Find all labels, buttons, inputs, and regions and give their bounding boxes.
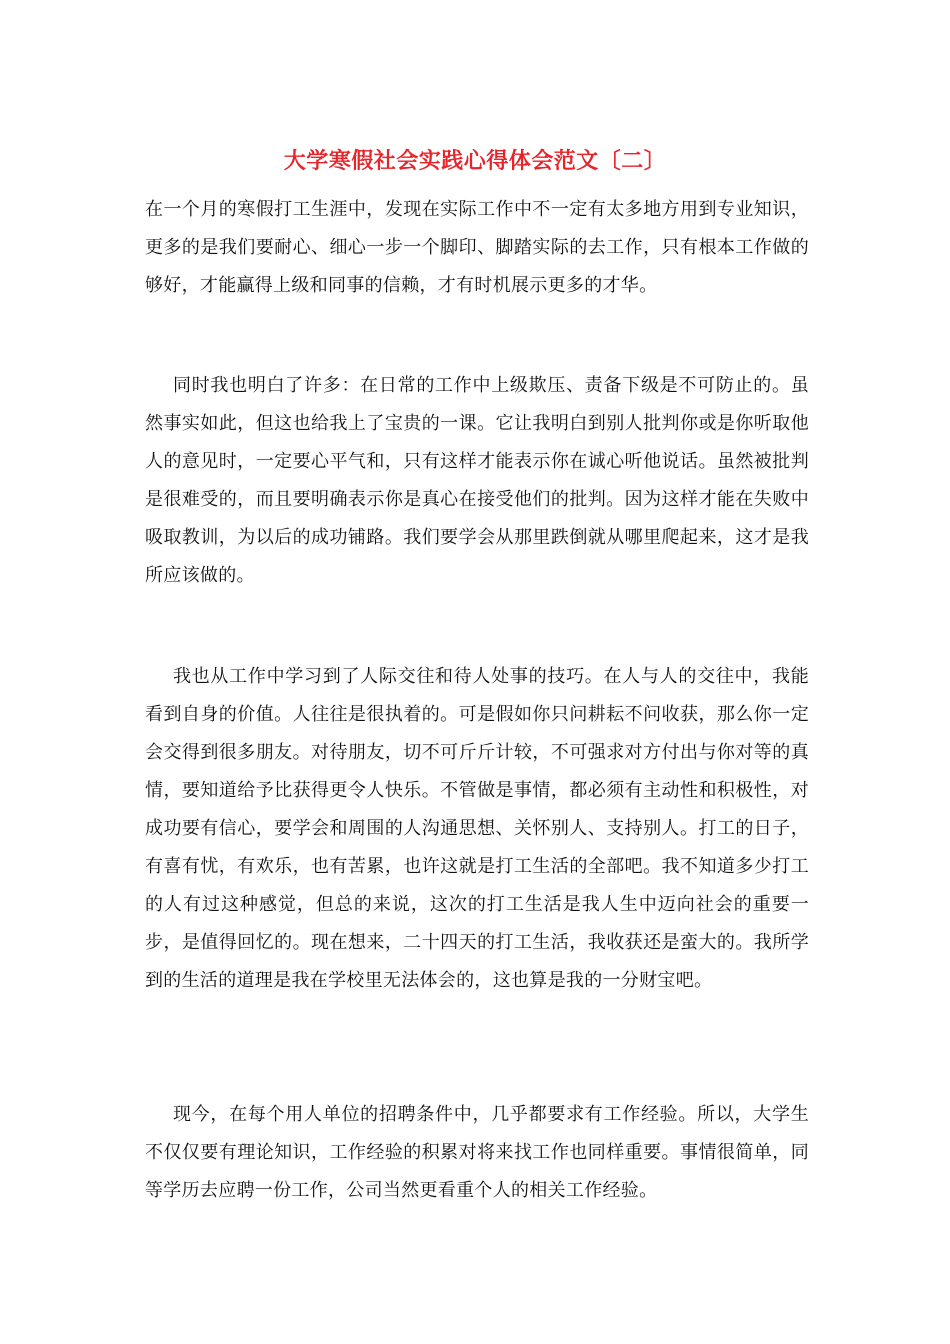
paragraph-3: 我也从工作中学习到了人际交往和待人处事的技巧。在人与人的交往中，我能看到自身的价值。人往往是很执着的。可是假如你只问耕耘不问收获，那么你一定会交得到很多朋友。对待朋友，切不可斤斤计较，不可强求对方付出与你对等的真情，要知道给予比获得更令人快乐。不管做是事情，都必须有主动性和积极性，对成功要有信心，要学会和周围的人沟通思想、关怀别人、支持别人。打工的日子，有喜有忧，有欢乐，也有苦累，也许这就是打工生活的全部吧。我不知道多少打工的人有过这种感觉，但总的来说，这次的打工生活是我人生中迈向社会的重要一步，是值得回忆的。现在想来，二十四天的打工生活，我收获还是蛮大的。我所学到的生活的道理是我在学校里无法体会的，这也算是我的一分财宝吧。 <box>145 666 809 991</box>
paragraph-1: 在一个月的寒假打工生涯中，发现在实际工作中不一定有太多地方用到专业知识，更多的是我们要耐心、细心一步一个脚印、脚踏实际的去工作，只有根本工作做的够好，才能赢得上级和同事的信赖，才有时机展示更多的才华。 <box>145 199 809 296</box>
paragraph-4: 现今，在每个用人单位的招聘条件中，几乎都要求有工作经验。所以，大学生不仅仅要有理论知识，工作经验的积累对将来找工作也同样重要。事情很简单，同等学历去应聘一份工作，公司当然更看重个人的相关工作经验。 <box>145 1104 809 1201</box>
paragraph-2: 同时我也明白了许多：在日常的工作中上级欺压、责备下级是不可防止的。虽然事实如此，但这也给我上了宝贵的一课。它让我明白到别人批判你或是你听取他人的意见时，一定要心平气和，只有这样才能表示你在诚心听他说话。虽然被批判是很难受的，而且要明确表示你是真心在接受他们的批判。因为这样才能在失败中吸取教训，为以后的成功铺路。我们要学会从那里跌倒就从哪里爬起来，这才是我所应该做的。 <box>145 375 809 586</box>
document-title: 大学寒假社会实践心得体会范文〔二〕 <box>283 148 667 174</box>
